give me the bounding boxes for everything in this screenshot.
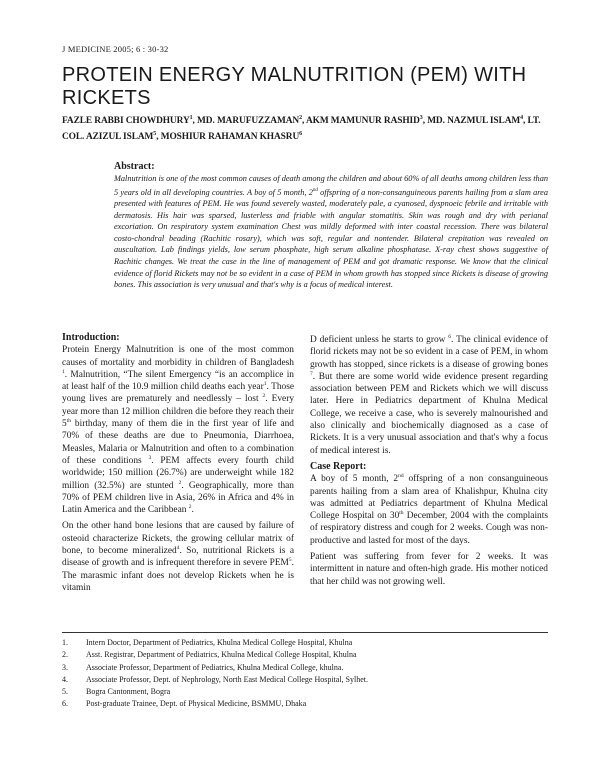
author-name: MD. MARUFUZZAMAN bbox=[197, 116, 300, 127]
footnote-item bbox=[62, 698, 548, 710]
abstract-section bbox=[114, 161, 548, 291]
footnote-item bbox=[62, 649, 548, 661]
body-text: . The marasmic infant does not develop Rickets when he is vitamin bbox=[62, 558, 294, 593]
abstract-text: Malnutrition is one of the most common causes of death among the children and about 60% of all deaths among children less than 5 years old in all developing countries. A boy of 5 month, 2 bbox=[114, 174, 548, 197]
article-title: PROTEIN ENERGY MALNUTRITION (PEM) WITH RICKETS bbox=[62, 64, 527, 109]
footnote-list bbox=[62, 637, 548, 711]
body-text: . Every year more than 12 million children die before they reach their 5 bbox=[62, 394, 295, 430]
citation-mark: 1 bbox=[62, 368, 65, 375]
citation-mark: 1 bbox=[263, 381, 267, 388]
case-report-heading: Case Report: bbox=[310, 460, 367, 472]
ordinal-suffix: nd bbox=[398, 473, 404, 480]
citation-mark: 5 bbox=[288, 557, 292, 564]
body-text: . Malnutrition, “The silent Emergency “is an accomplice in at least half of the 10.9 million child deaths each year bbox=[62, 369, 294, 393]
footnote-text: Post-graduate Trainee, Dept. of Physical Medicine, BSMMU, Dhaka bbox=[86, 699, 307, 709]
author-list bbox=[62, 112, 552, 144]
author-affiliation-mark: 4 bbox=[520, 115, 524, 121]
citation-mark: 2 bbox=[262, 393, 266, 400]
footnote-number: 1. bbox=[62, 638, 68, 647]
author-affiliation-mark: 5 bbox=[153, 131, 157, 138]
left-column bbox=[62, 332, 294, 598]
body-text: offspring of a non consanguineous parents hailing from a slam area of Khalishpur, Khulna city was admitted at Pediatrics department of Khulna Medical College Hospital on 30 bbox=[310, 474, 548, 522]
body-text: D deficient unless he starts to grow bbox=[310, 335, 449, 345]
body-text: . Those young lives are prematurely and needlessly – lost bbox=[62, 382, 294, 405]
right-column bbox=[310, 334, 548, 592]
introduction-paragraph bbox=[62, 520, 294, 594]
footnote-number: 5. bbox=[62, 687, 68, 697]
citation-mark: 3 bbox=[148, 454, 152, 461]
author-affiliation-mark: 1 bbox=[189, 115, 193, 121]
footnote-divider bbox=[62, 632, 548, 633]
author-name: MD. NAZMUL ISLAM bbox=[427, 116, 521, 127]
author-affiliation-mark: 6 bbox=[299, 131, 303, 138]
author-affiliation-mark: 2 bbox=[299, 115, 302, 121]
footnote-number: 2. bbox=[62, 650, 68, 660]
citation-mark: 6 bbox=[448, 333, 452, 340]
footnote-item bbox=[62, 674, 548, 686]
body-text: . Geographically, more than 70% of PEM children live in Asia, 26% in Africa and 4% in Latin America and the Caribbean bbox=[62, 480, 294, 516]
abstract-body bbox=[114, 173, 548, 291]
author-name: LT. COL. AZIZUL ISLAM bbox=[62, 116, 541, 143]
author-separator: , bbox=[156, 132, 161, 143]
citation-mark: 2 bbox=[178, 479, 182, 486]
body-text: birthday, many of them die in the first year of life and 70% of these deaths are due to Pneumonia, Diarrhoea, Measles, Malaria or Malnutrition and often to a combination of these conditions bbox=[62, 419, 294, 466]
author-separator: , bbox=[422, 116, 428, 127]
footnote-text: Asst. Registrar, Department of Pediatrics, Khulna Medical College Hospital, Khulna bbox=[86, 650, 357, 660]
abstract-heading: Abstract: bbox=[114, 161, 155, 172]
author-name: FAZLE RABBI CHOWDHURY bbox=[62, 116, 190, 127]
running-head: J MEDICINE 2005; 6 : 30-32 bbox=[62, 44, 169, 54]
introduction-paragraph bbox=[310, 334, 548, 457]
footnote-item bbox=[62, 686, 548, 698]
citation-mark: 2 bbox=[188, 504, 192, 511]
body-text: December, 2004 with the complaints of respiratory distress and cough for 2 weeks. Cough was non-productive and lasted for most of the days. bbox=[310, 511, 548, 546]
body-text: A boy of 5 month, 2 bbox=[310, 474, 399, 485]
footnote-item bbox=[62, 662, 548, 674]
case-report-paragraph bbox=[310, 473, 548, 547]
body-text: . So, nutritional Rickets is a disease of growth and is infrequent therefore in severe PEM bbox=[62, 546, 294, 569]
ordinal-suffix: th bbox=[399, 510, 404, 517]
footnote-text: Associate Professor, Department of Pediatrics, Khulna Medical College, khulna. bbox=[86, 662, 344, 672]
author-separator: , bbox=[192, 116, 198, 127]
footnote-number: 4. bbox=[62, 674, 68, 684]
body-text: . But there are some world wide evidence present regarding association between PEM and Rickets which we will discuss later. Here in Pediatrics department of Khulna Medical College, we receive a case, who is severely malnourished and also clinically and biochemically diagnosed as a case of Rickets. It is a very unusual association and that's why a focus of medical interest is. bbox=[310, 371, 548, 456]
introduction-heading: Introduction: bbox=[62, 332, 120, 343]
introduction-paragraph bbox=[62, 344, 294, 516]
ordinal-suffix: nd bbox=[312, 187, 318, 193]
abstract-text: offspring of a non-consanguineous parents hailing from a slam area presented with features of PEM. He was found severely wasted, moderately pale, a cyanosed, dyspnoeic febrile and irritable with dermatosis. His hair was sparsed, lusterless and friable with angular stomatitis. Skin was rough and dry with perianal excoriation. On respiratory system examination Chest was mildly deformed with inter coastal recession. There was bilateral costo-chondral beading (Rachitic rosary), which was soft, regular and nontender. Bilateral crepitation was revealed on auscultation. Lab findings yields, low serum phosphate, high serum alkaline phosphatase. X-ray chest shows suggestive of Rachitic changes. We treat the case in the line of management of PEM and got dramatic response. We know that the clinical evidence of florid Rickets may not be so evident in a case of PEM in whom growth has stopped since Rickets is disease of growing bones. This association is very unusual and that's why is a focus of medical interest. bbox=[114, 187, 548, 290]
body-text: Protein Energy Malnutrition is one of the most common causes of mortality and morbidity in children of Bangladesh bbox=[62, 345, 294, 368]
author-name: AKM MAMUNUR RASHID bbox=[305, 116, 420, 127]
body-text: . PEM affects every fourth child worldwide; 150 million (26.7%) are underweight while 182 million (32.5%) are stunted bbox=[62, 455, 294, 491]
footnote-text: Bogra Cantonment, Bogra bbox=[86, 687, 171, 697]
footnote-number: 3. bbox=[62, 662, 68, 672]
author-affiliation-mark: 3 bbox=[419, 115, 423, 121]
author-separator: , bbox=[301, 116, 306, 127]
citation-mark: 4 bbox=[176, 544, 180, 551]
ordinal-suffix: th bbox=[66, 417, 71, 424]
author-separator: , bbox=[523, 116, 528, 127]
citation-mark: 7 bbox=[310, 370, 313, 377]
footnote-item bbox=[62, 637, 548, 649]
author-name: MOSHIUR RAHAMAN KHASRU bbox=[160, 132, 300, 143]
body-text: . bbox=[191, 505, 194, 516]
footnote-number: 6. bbox=[62, 699, 68, 709]
footnote-text: Intern Doctor, Department of Pediatrics, Khulna Medical College Hospital, Khulna bbox=[86, 638, 353, 647]
body-text: On the other hand bone lesions that are caused by failure of osteoid characterize Rickets, the growing cellular matrix of bone, to become mineralized bbox=[62, 521, 294, 557]
body-text: . The clinical evidence of florid rickets may not be so evident in a case of PEM, in whom growth has stopped, since rickets is a disease of growing bones bbox=[310, 335, 548, 370]
footnote-text: Associate Professor, Dept. of Nephrology, North East Medical College Hospital, Sylhet. bbox=[86, 674, 368, 684]
case-report-paragraph: Patient was suffering from fever for 2 weeks. It was intermittent in nature and often-high grade. His mother noticed that her child was not growing well. bbox=[310, 552, 548, 587]
